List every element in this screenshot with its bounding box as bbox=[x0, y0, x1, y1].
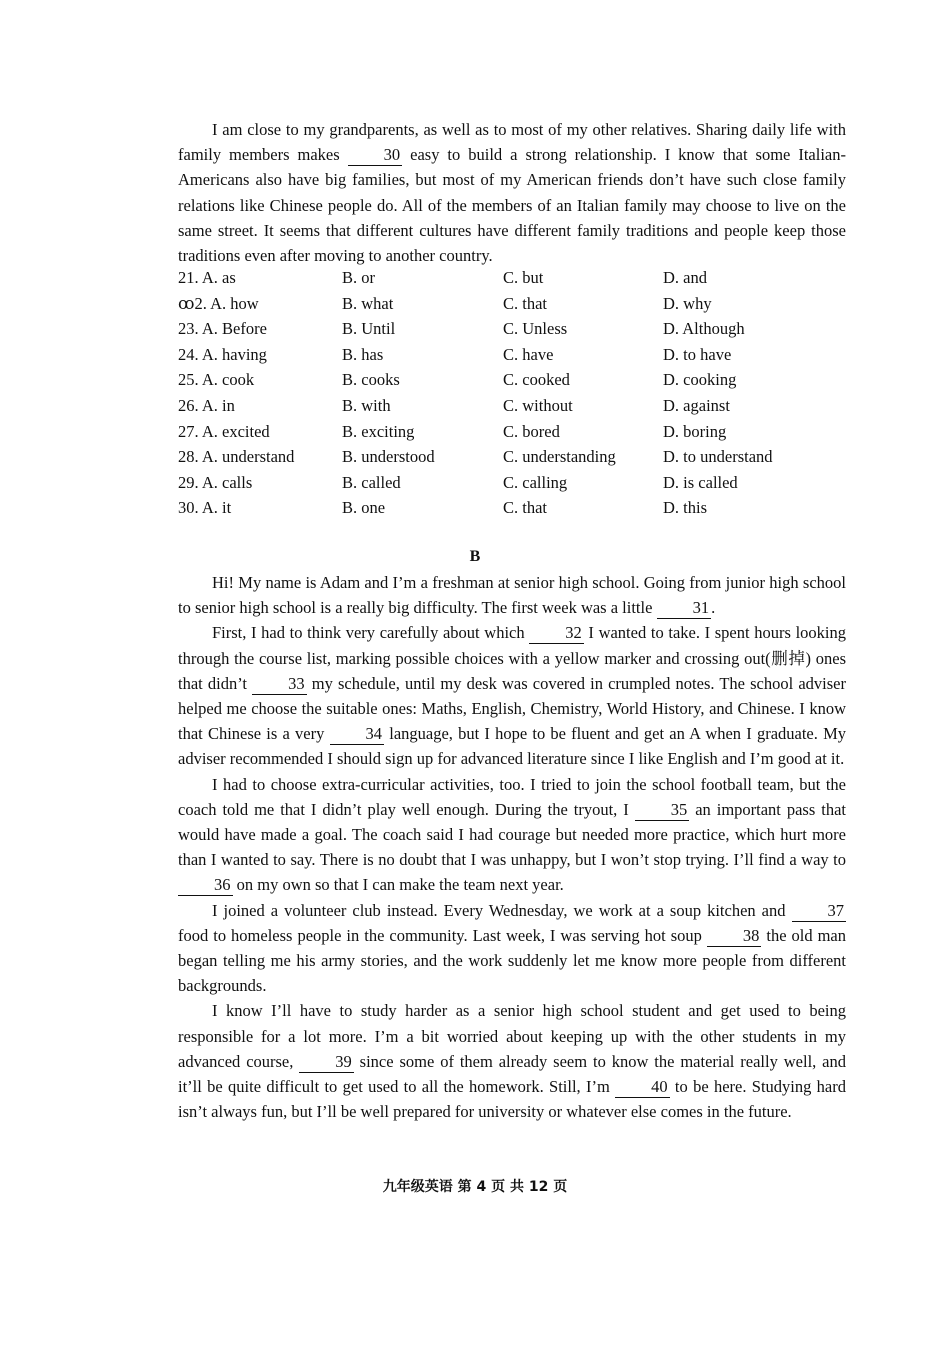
option-b: B. called bbox=[342, 472, 401, 492]
option-row bbox=[178, 370, 846, 396]
option-c: C. calling bbox=[503, 472, 568, 492]
passage-a-paragraph bbox=[178, 117, 846, 268]
option-d: D. why bbox=[663, 293, 712, 313]
option-b: B. understood bbox=[342, 447, 435, 467]
option-row bbox=[178, 396, 846, 422]
option-row bbox=[178, 345, 846, 371]
blank-35: 35 bbox=[635, 800, 690, 821]
option-d: D. Although bbox=[663, 319, 745, 339]
option-d: D. against bbox=[663, 395, 730, 415]
passage-b-p4: I joined a volunteer club instead. Every Wednesday, we work at a soup kitchen and 37 food to homeless people in the community. Last week, I was serving hot soup 38 the old man began telling me his army stories, and the work suddenly let me know more people from different backgrounds. bbox=[178, 900, 846, 996]
option-a: 23. A. Before bbox=[178, 319, 267, 339]
option-c: C. have bbox=[503, 344, 554, 364]
option-c: C. understanding bbox=[503, 447, 616, 467]
blank-30: 30 bbox=[348, 145, 403, 166]
option-d: D. and bbox=[663, 268, 707, 287]
option-d: D. cooking bbox=[663, 370, 737, 390]
page-footer: 九年级英语 第 4 页 共 12 页 bbox=[382, 1179, 568, 1195]
option-row bbox=[178, 268, 846, 294]
option-a: 29. A. calls bbox=[178, 472, 253, 492]
option-d: D. to understand bbox=[663, 447, 773, 467]
option-d: D. boring bbox=[663, 421, 727, 441]
option-d: D. this bbox=[663, 498, 708, 518]
option-a: 28. A. understand bbox=[178, 447, 295, 467]
blank-32: 32 bbox=[529, 623, 584, 644]
passage-a-p1: I am close to my grandparents, as well as to most of my other relatives. Sharing daily life with family members makes 30 easy to build a strong relationship. I know that some Italian-Americans also have big families, but most of my American friends don’t have such close family relations like Chinese people do. All of the members of an Italian family may choose to live on the same street. It seems that different cultures have different family traditions and people keep those traditions even after moving to another country. bbox=[178, 120, 846, 266]
passage-b bbox=[178, 570, 846, 1124]
blank-36: 36 bbox=[178, 875, 233, 896]
option-a: 24. A. having bbox=[178, 344, 267, 364]
option-a: 21. A. as bbox=[178, 268, 236, 287]
option-row bbox=[178, 319, 846, 345]
option-d: D. to have bbox=[663, 344, 732, 364]
option-c: C. that bbox=[503, 293, 547, 313]
option-c: C. without bbox=[503, 395, 573, 415]
option-a: 26. A. in bbox=[178, 395, 235, 415]
option-b: B. cooks bbox=[342, 370, 400, 390]
option-row bbox=[178, 422, 846, 448]
option-b: B. Until bbox=[342, 319, 396, 339]
blank-34: 34 bbox=[330, 724, 385, 745]
option-row bbox=[178, 498, 846, 524]
blank-31: 31 bbox=[657, 598, 712, 619]
option-b: B. or bbox=[342, 268, 375, 287]
passage-b-p1: Hi! My name is Adam and I’m a freshman at senior high school. Going from junior high school to senior high school is a really big difficulty. The first week was a little 31 . bbox=[178, 573, 846, 618]
option-b: B. exciting bbox=[342, 421, 415, 441]
option-b: B. with bbox=[342, 395, 391, 415]
option-c: C. cooked bbox=[503, 370, 570, 390]
option-d: D. is called bbox=[663, 472, 738, 492]
option-c: C. but bbox=[503, 268, 544, 287]
blank-37: 37 bbox=[792, 901, 847, 922]
option-a: 25. A. cook bbox=[178, 370, 255, 390]
option-row bbox=[178, 473, 846, 499]
option-c: C. Unless bbox=[503, 319, 568, 339]
option-b: B. what bbox=[342, 293, 394, 313]
passage-b-p2: First, I had to think very carefully about which 32 I wanted to take. I spent hours looking through the course list, marking possible choices with a yellow marker and crossing out(删掉) ones that didn’t 33 my schedule, until my desk was covered in crumpled notes. The school adviser helped me choose the suitable ones: Maths, English, Chemistry, World History, and Chinese. I know that Chinese is a very 34 language, but I hope to be fluent and get an A when I graduate. My adviser recommended I should sign up for advanced literature since I like English and I’m good at it. bbox=[178, 623, 846, 769]
option-c: C. that bbox=[503, 498, 547, 518]
blank-39: 39 bbox=[299, 1052, 354, 1073]
blank-40: 40 bbox=[615, 1077, 670, 1098]
options-list bbox=[178, 268, 846, 524]
option-a: ꝏ2. A. how bbox=[178, 293, 259, 313]
option-a: 30. A. it bbox=[178, 498, 232, 518]
option-row bbox=[178, 447, 846, 473]
blank-33: 33 bbox=[252, 674, 307, 695]
option-a: 27. A. excited bbox=[178, 421, 270, 441]
option-c: C. bored bbox=[503, 421, 560, 441]
section-b-heading: B bbox=[469, 548, 481, 565]
blank-38: 38 bbox=[707, 926, 762, 947]
passage-b-p5: I know I’ll have to study harder as a senior high school student and get used to being responsible for a lot more. I’m a bit worried about keeping up with the other students in my advanced course, 39 since some of them already seem to know the material really well, and it’ll be quite difficult to get used to all the homework. Still, I’m 40 to be here. Studying hard isn’t always fun, but I’ll be well prepared for university or whatever else comes in the future. bbox=[178, 1001, 846, 1122]
option-b: B. one bbox=[342, 498, 386, 518]
option-b: B. has bbox=[342, 344, 384, 364]
option-row bbox=[178, 294, 846, 320]
passage-b-p3: I had to choose extra-curricular activities, too. I tried to join the school football team, but the coach told me that I didn’t play well enough. During the tryout, I 35 an important pass that would have made a goal. The coach said I had courage but needed more practice, which hurt more than I wanted to say. There is no doubt that I was unhappy, but I won’t stop trying. I’ll find a way to 36 on my own so that I can make the team next year. bbox=[178, 774, 846, 895]
